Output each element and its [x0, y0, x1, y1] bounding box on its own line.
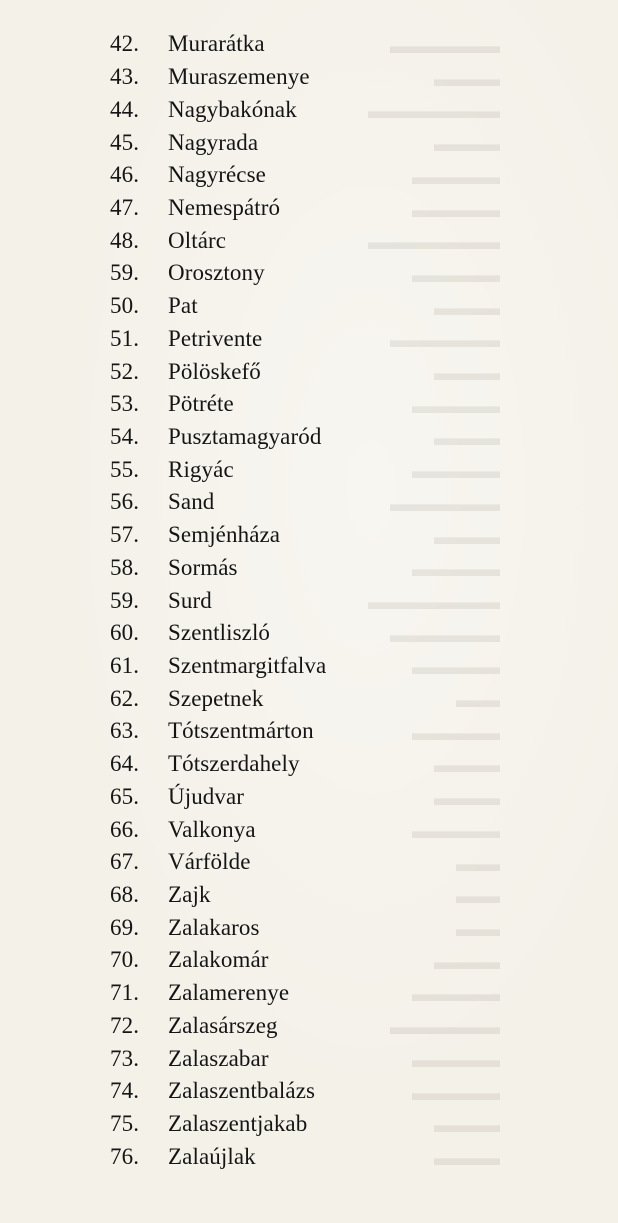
item-number: 45.	[110, 129, 140, 155]
item-number: 43.	[110, 64, 140, 90]
place-name: Zalaszentjakab	[168, 1111, 308, 1137]
list-item	[110, 552, 326, 585]
list-item	[110, 388, 326, 421]
place-name: Nagyrada	[168, 129, 259, 155]
place-name: Pusztamagyaród	[168, 423, 322, 449]
place-name: Rigyác	[168, 456, 234, 482]
item-number: 69.	[110, 914, 140, 940]
list-item	[110, 421, 326, 454]
place-name: Zalamerenye	[168, 980, 290, 1006]
item-number: 73.	[110, 1045, 140, 1071]
list-item	[110, 519, 326, 552]
item-number: 62.	[110, 685, 140, 711]
place-name: Surd	[168, 587, 212, 613]
item-number: 50.	[110, 293, 140, 319]
item-number: 74.	[110, 1078, 140, 1104]
item-number: 54.	[110, 423, 140, 449]
list-item	[110, 682, 326, 715]
item-number: 65.	[110, 783, 140, 809]
list-item	[110, 61, 326, 94]
place-name: Sormás	[168, 554, 238, 580]
item-number: 55.	[110, 456, 140, 482]
place-name: Muraszemenye	[168, 64, 310, 90]
item-number: 44.	[110, 96, 140, 122]
place-name: Szentliszló	[168, 620, 271, 646]
place-name: Petrivente	[168, 325, 263, 351]
item-number: 61.	[110, 653, 140, 679]
list-item	[110, 781, 326, 814]
list-item	[110, 944, 326, 977]
place-name: Pölöskefő	[168, 358, 261, 384]
item-number: 53.	[110, 391, 140, 417]
place-name: Zalaújlak	[168, 1143, 256, 1169]
item-number: 71.	[110, 980, 140, 1006]
list-item	[110, 977, 326, 1010]
item-number: 66.	[110, 816, 140, 842]
place-name: Zalaszabar	[168, 1045, 269, 1071]
place-name: Pötréte	[168, 391, 234, 417]
place-name: Zalasárszeg	[168, 1012, 278, 1038]
list-item	[110, 322, 326, 355]
place-name: Nemespátró	[168, 194, 281, 220]
item-number: 58.	[110, 554, 140, 580]
item-number: 75.	[110, 1111, 140, 1137]
place-name: Oltárc	[168, 227, 227, 253]
reverse-side-show-through: ▬▬▬▬▬ ▬▬▬ ▬▬▬▬▬▬ ▬▬▬ ▬▬▬▬ ▬▬▬▬ ▬▬▬▬▬▬ ▬▬▬▬ ▬▬▬ ▬▬▬▬▬ ▬▬▬ ▬▬▬▬ ▬▬▬ ▬▬▬▬ ▬▬▬▬▬ ▬▬▬ ▬▬▬▬ ▬▬▬▬▬▬ ▬▬▬▬▬ ▬▬▬▬ ▬▬ ▬▬▬▬ ▬▬▬ ▬▬▬ ▬▬▬▬ ▬▬ ▬▬ ▬▬ ▬▬▬ ▬▬▬▬ ▬▬▬▬▬ ▬▬▬▬ ▬▬▬▬ ▬▬▬ ▬▬▬	[368, 33, 500, 1170]
list-item	[110, 126, 326, 159]
item-number: 46.	[110, 162, 140, 188]
place-name: Zalakomár	[168, 947, 269, 973]
list-item	[110, 911, 326, 944]
place-name: Szepetnek	[168, 685, 264, 711]
item-number: 56.	[110, 489, 140, 515]
place-name: Nagybakónak	[168, 96, 297, 122]
place-name: Tótszentmárton	[168, 718, 314, 744]
place-name: Murarátka	[168, 31, 265, 57]
list-item	[110, 879, 326, 912]
list-item	[110, 813, 326, 846]
list-item	[110, 1042, 326, 1075]
item-number: 67.	[110, 849, 140, 875]
list-item	[110, 93, 326, 126]
list-item	[110, 453, 326, 486]
list-item	[110, 355, 326, 388]
item-number: 48.	[110, 227, 140, 253]
list-item	[110, 748, 326, 781]
place-name: Orosztony	[168, 260, 265, 286]
place-name: Sand	[168, 489, 215, 515]
list-item	[110, 617, 326, 650]
place-name: Szentmargitfalva	[168, 653, 327, 679]
place-name: Zajk	[168, 882, 211, 908]
item-number: 57.	[110, 522, 140, 548]
list-item	[110, 1010, 326, 1043]
list-item	[110, 257, 326, 290]
numbered-place-list	[110, 28, 326, 1173]
item-number: 68.	[110, 882, 140, 908]
place-name: Nagyrécse	[168, 162, 266, 188]
item-number: 52.	[110, 358, 140, 384]
list-item	[110, 159, 326, 192]
item-number: 51.	[110, 325, 140, 351]
item-number: 72.	[110, 1012, 140, 1038]
item-number: 60.	[110, 620, 140, 646]
list-item	[110, 584, 326, 617]
place-name: Várfölde	[168, 849, 251, 875]
list-item	[110, 28, 326, 61]
place-name: Semjénháza	[168, 522, 281, 548]
item-number: 59.	[110, 260, 140, 286]
list-item	[110, 192, 326, 225]
place-name: Zalakaros	[168, 914, 260, 940]
list-item	[110, 846, 326, 879]
place-name: Újudvar	[168, 783, 245, 809]
item-number: 63.	[110, 718, 140, 744]
list-item	[110, 1075, 326, 1108]
list-item	[110, 1140, 326, 1173]
item-number: 47.	[110, 194, 140, 220]
place-name: Zalaszentbalázs	[168, 1078, 316, 1104]
item-number: 59.	[110, 587, 140, 613]
list-item	[110, 224, 326, 257]
place-name: Tótszerdahely	[168, 751, 300, 777]
item-number: 64.	[110, 751, 140, 777]
list-item	[110, 290, 326, 323]
list-item	[110, 486, 326, 519]
item-number: 76.	[110, 1143, 140, 1169]
list-item	[110, 650, 326, 683]
place-name: Pat	[168, 293, 198, 319]
item-number: 70.	[110, 947, 140, 973]
list-item	[110, 715, 326, 748]
list-item	[110, 1108, 326, 1141]
place-name: Valkonya	[168, 816, 256, 842]
item-number: 42.	[110, 31, 140, 57]
